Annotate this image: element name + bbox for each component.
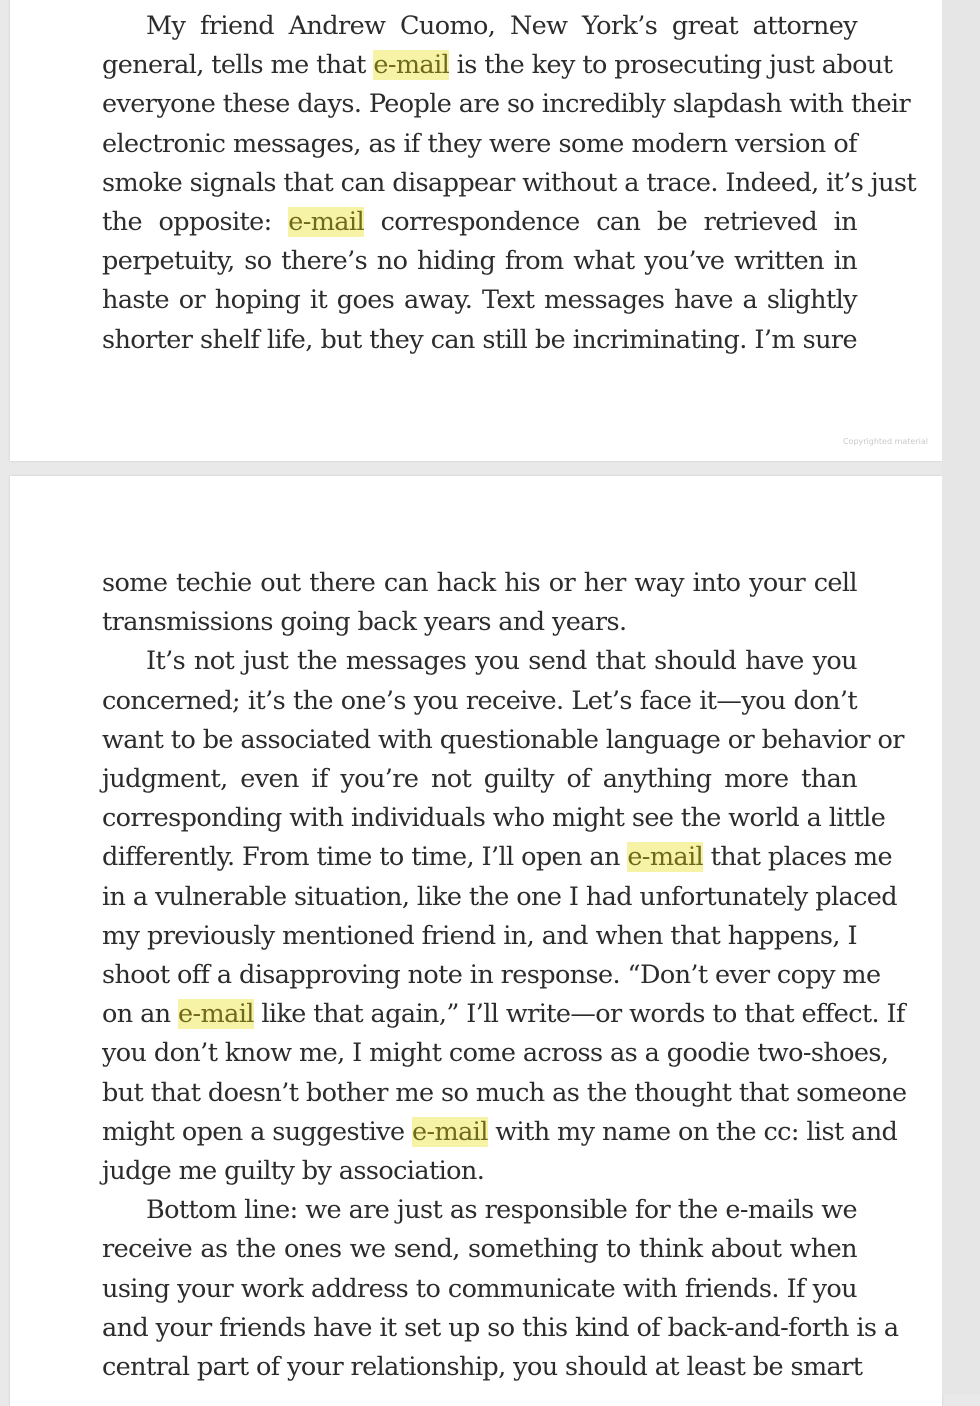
text-line [102,682,857,721]
text-segment: want to be associated with questionable language or behavior or [102,724,904,755]
text-line [102,85,911,124]
text-segment: My friend Andrew Cuomo, New York’s great attorney [146,11,857,41]
text-line [102,321,857,360]
text-line [102,203,857,242]
text-line [102,1191,857,1230]
text-segment: judge me guilty by association. [102,1156,485,1186]
search-highlight: e-mail [627,842,704,873]
text-segment: the opposite: [102,207,289,237]
text-line [102,642,857,681]
text-segment: perpetuity, so there’s no hiding from what you’ve written in [102,246,857,277]
text-line [102,995,905,1034]
text-line [102,1230,857,1269]
text-line [102,760,857,799]
viewer-scroll-gutter [942,0,980,1395]
text-line [102,242,857,281]
text-segment: but that doesn’t bother me so much as the thought that someone [102,1077,907,1108]
text-line [102,956,881,995]
text-segment: receive as the ones we send, something to think about when [102,1234,857,1265]
text-segment: some techie out there can hack his or her way into your cell [102,568,857,598]
text-segment: and your friends have it set up so this kind of back-and-forth is a [102,1312,899,1343]
text-line [102,7,857,46]
text-line [102,1152,857,1191]
text-line [102,1034,889,1073]
text-segment: smoke signals that can disappear without a trace. Indeed, it’s just [102,167,917,198]
text-segment: Bottom line: we are just as responsible for the e-mails we [146,1195,857,1226]
text-segment: in a vulnerable situation, like the one I had unfortunately placed [102,881,898,912]
text-line [102,1074,907,1113]
text-segment: shorter shelf life, but they can still be incriminating. I’m sure [102,324,857,355]
text-segment: you don’t know me, I might come across as a goodie two-shoes, [102,1038,889,1069]
text-segment: central part of your relationship, you should at least be smart [102,1352,863,1382]
text-segment: using your work address to communicate with friends. If you [102,1273,857,1304]
search-highlight: e-mail [178,999,254,1030]
text-segment: transmissions going back years and years. [102,607,627,638]
search-highlight: e-mail [373,50,450,81]
text-line [102,799,886,838]
text-segment: It’s not just the messages you send that should have you [146,646,857,677]
text-segment: judgment, even if you’re not guilty of anything more than [102,764,857,794]
text-segment: on an [102,999,179,1030]
text-line [102,721,904,760]
text-segment: with my name on the cc: list and [487,1116,898,1147]
text-line [102,1113,898,1152]
text-segment: is the key to prosecuting just about [449,50,893,81]
text-segment: that places me [703,842,892,873]
text-segment: correspondence can be retrieved in [364,207,857,237]
text-segment: my previously mentioned friend in, and when that happens, I [102,920,857,951]
text-segment: concerned; it’s the one’s you receive. Let’s face it—you don’t [102,685,857,716]
text-line [102,1270,857,1309]
text-segment: corresponding with individuals who might see the world a little [102,803,886,834]
book-page-1 [10,0,942,461]
text-line [102,125,857,164]
text-segment: differently. From time to time, I’ll open an [102,842,628,873]
text-segment: shoot off a disapproving note in response. “Don’t ever copy me [102,960,881,990]
text-line [102,603,857,642]
text-line [102,1348,863,1387]
text-line [102,1309,899,1348]
copyright-notice: Copyrighted material [842,437,928,446]
text-line [102,838,892,877]
text-line [102,164,917,203]
text-segment: might open a suggestive [102,1116,412,1147]
text-line [102,564,857,603]
text-segment: everyone these days. People are so incredibly slapdash with their [102,89,911,120]
search-highlight: e-mail [288,207,365,237]
text-segment: haste or hoping it goes away. Text messages have a slightly [102,285,857,316]
text-line [102,46,893,85]
text-line [102,917,857,956]
book-page-2 [10,476,942,1406]
text-line [102,878,898,917]
text-segment: like that again,” I’ll write—or words to that effect. If [253,999,905,1030]
text-segment: electronic messages, as if they were some modern version of [102,128,857,159]
search-highlight: e-mail [411,1116,488,1147]
text-segment: general, tells me that [102,50,374,81]
text-line [102,281,857,320]
